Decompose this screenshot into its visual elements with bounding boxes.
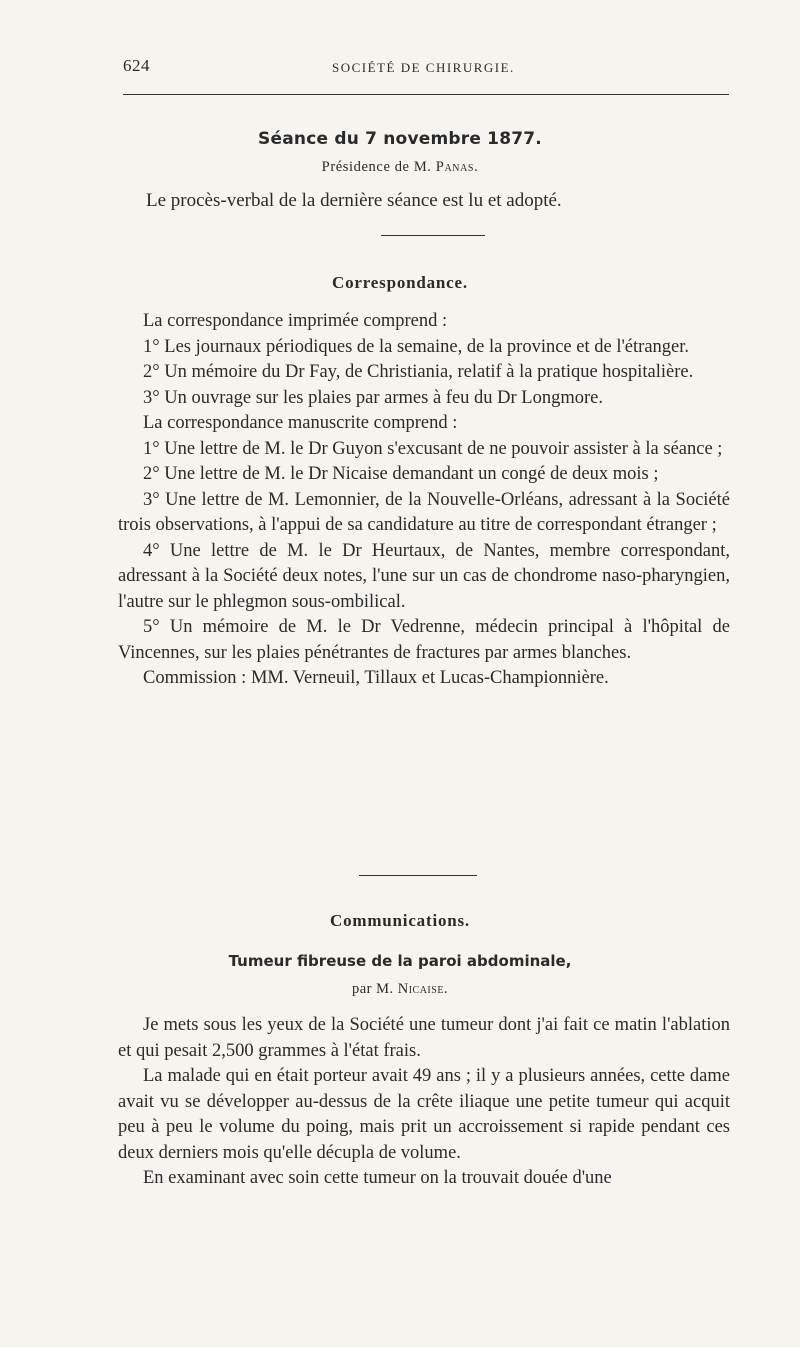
header-rule	[123, 94, 729, 95]
paragraph: Je mets sous les yeux de la Société une tumeur dont j'ai fait ce matin l'ablation et qui pesait 2,500 grammes à l'état frais.	[118, 1015, 730, 1061]
communications-heading: Communications.	[330, 911, 470, 930]
author-name: Nicaise.	[397, 981, 449, 997]
paragraph: Commission : MM. Verneuil, Tillaux et Lucas-Championnière.	[143, 668, 609, 688]
author-prefix: par M.	[351, 981, 394, 997]
paragraph: En examinant avec soin cette tumeur on la trouvait douée d'une	[143, 1168, 612, 1188]
paragraph: 5° Un mémoire de M. le Dr Vedrenne, médecin principal à l'hôpital de Vincennes, sur les plaies pénétrantes de fractures par armes blanches.	[118, 617, 730, 663]
paragraph: 3° Un ouvrage sur les plaies par armes à feu du Dr Longmore.	[143, 387, 603, 408]
section-divider	[381, 235, 485, 236]
correspondence-heading: Correspondance.	[332, 273, 468, 292]
paragraph: 2° Un mémoire du Dr Fay, de Christiania, relatif à la pratique hospitalière.	[143, 362, 694, 382]
minutes-text: Le procès-verbal de la dernière séance est lu et adopté.	[146, 190, 562, 211]
paragraph: 1° Les journaux périodiques de la semaine, de la province et de l'étranger.	[143, 336, 690, 357]
paragraph: 3° Une lettre de M. Lemonnier, de la Nouvelle-Orléans, adressant à la Société trois observations, à l'appui de sa candidature au titre de correspondant étranger ;	[118, 489, 730, 535]
running-title: SOCIÉTÉ DE CHIRURGIE.	[332, 60, 515, 75]
communication-body	[118, 1013, 730, 1192]
paragraph: La correspondance manuscrite comprend :	[143, 413, 458, 433]
presidency-label: Présidence de M.	[321, 159, 432, 175]
paragraph: La correspondance imprimée comprend :	[143, 311, 448, 331]
paragraph: 4° Une lettre de M. le Dr Heurtaux, de Nantes, membre correspondant, adressant à la Société deux notes, l'une sur un cas de chondrome naso-pharyngien, l'autre sur le phlegmon sous-ombilical.	[118, 540, 730, 612]
page-number: 624	[123, 56, 150, 75]
paragraph: 1° Une lettre de M. le Dr Guyon s'excusant de ne pouvoir assister à la séance ;	[143, 438, 723, 459]
paragraph: La malade qui en était porteur avait 49 ans ; il y a plusieurs années, cette dame avait vu se développer au-dessus de la crête iliaque une petite tumeur qui acquit peu à peu le volume du poing, mais prit un accroissement si rapide pendant ces deux derniers mois qu'elle décupla de volume.	[118, 1066, 730, 1163]
president-name: Panas.	[435, 159, 479, 175]
correspondence-body	[118, 309, 730, 692]
article-author	[0, 981, 800, 998]
article-title: Tumeur fibreuse de la paroi abdominale,	[228, 952, 572, 970]
presidency-line	[0, 159, 800, 176]
session-title: Séance du 7 novembre 1877.	[258, 129, 542, 149]
section-divider	[359, 875, 477, 876]
paragraph: 2° Une lettre de M. le Dr Nicaise demandant un congé de deux mois ;	[143, 464, 659, 484]
